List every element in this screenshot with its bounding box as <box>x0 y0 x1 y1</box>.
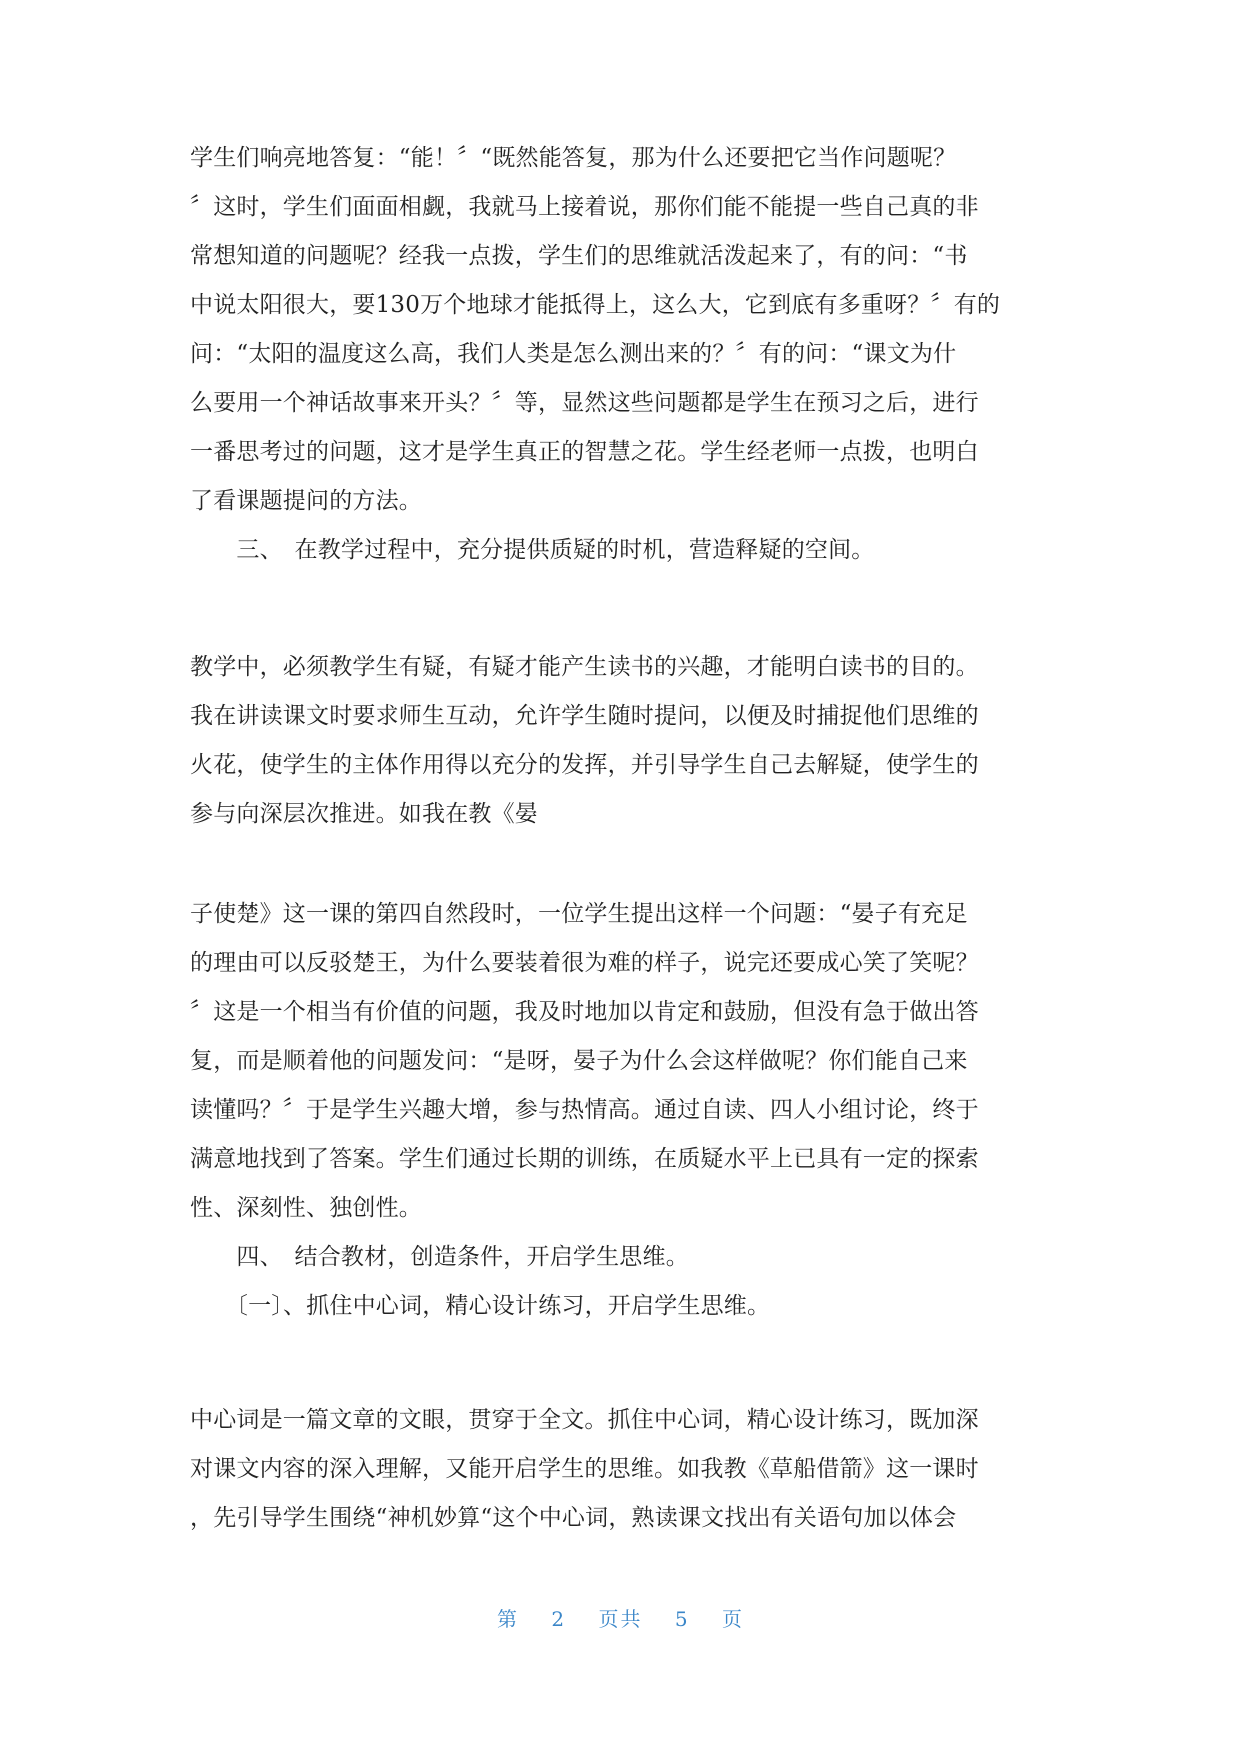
paragraph-3 <box>190 890 1050 1331</box>
text-line: 了看课题提问的方法。 <box>190 488 422 514</box>
text-line: 参与向深层次推进。如我在教《晏 <box>190 801 538 827</box>
text-line: 常想知道的问题呢？经我一点拨，学生们的思维就活泼起来了，有的问：“书 <box>190 243 968 269</box>
text-line: 中心词是一篇文章的文眼，贯穿于全文。抓住中心词，精心设计练习，既加深 <box>190 1407 979 1433</box>
footer-prefix: 第 <box>497 1607 520 1631</box>
text-line: 中说太阳很大，要130万个地球才能抵得上，这么大，它到底有多重呀？〞有的 <box>190 292 1001 318</box>
text-line: ，先引导学生围绕“神机妙算“这个中心词，熟读课文找出有关语句加以体会 <box>190 1505 957 1531</box>
text-line: 读懂吗？〞于是学生兴趣大增，参与热情高。通过自读、四人小组讨论，终于 <box>190 1097 979 1123</box>
text-line: 问：“太阳的温度这么高，我们人类是怎么测出来的？〞有的问：“课文为什 <box>190 341 957 367</box>
paragraph-2 <box>190 643 1050 839</box>
text-line: 〞这时，学生们面面相觑，我就马上接着说，那你们能不能提一些自己真的非 <box>190 194 979 220</box>
text-line: 满意地找到了答案。学生们通过长期的训练，在质疑水平上已具有一定的探索 <box>190 1146 979 1172</box>
text-line: 性、深刻性、独创性。 <box>190 1195 422 1221</box>
text-line: 复，而是顺着他的问题发问：“是呀，晏子为什么会这样做呢？你们能自己来 <box>190 1048 968 1074</box>
section-heading-3: 三、 在教学过程中，充分提供质疑的时机，营造释疑的空间。 <box>190 537 875 563</box>
subsection-heading-1: 〔一〕、抓住中心词，精心设计练习，开启学生思维。 <box>190 1293 771 1319</box>
text-line: 么要用一个神话故事来开头？〞等，显然这些问题都是学生在预习之后，进行 <box>190 390 979 416</box>
text-line: 的理由可以反驳楚王，为什么要装着很为难的样子，说完还要成心笑了笑呢？ <box>190 950 979 976</box>
footer-total-pages: 5 <box>674 1607 690 1631</box>
page-footer <box>0 1603 1241 1632</box>
paragraph-4 <box>190 1396 1050 1543</box>
section-heading-4: 四、 结合教材，创造条件，开启学生思维。 <box>190 1244 689 1270</box>
text-line: 我在讲读课文时要求师生互动，允许学生随时提问，以便及时捕捉他们思维的 <box>190 703 979 729</box>
footer-middle: 页共 <box>598 1607 643 1631</box>
footer-suffix: 页 <box>721 1607 744 1631</box>
text-line: 子使楚》这一课的第四自然段时，一位学生提出这样一个问题：“晏子有充足 <box>190 901 968 927</box>
text-line: 学生们响亮地答复：“能！〞“既然能答复，那为什么还要把它当作问题呢？ <box>190 145 957 171</box>
text-line: 一番思考过的问题，这才是学生真正的智慧之花。学生经老师一点拨，也明白 <box>190 439 979 465</box>
text-line: 教学中，必须教学生有疑，有疑才能产生读书的兴趣，才能明白读书的目的。 <box>190 654 979 680</box>
footer-current-page: 2 <box>551 1607 567 1631</box>
text-line: 火花，使学生的主体作用得以充分的发挥，并引导学生自己去解疑，使学生的 <box>190 752 979 778</box>
paragraph-1 <box>190 134 1050 575</box>
text-line: 〞这是一个相当有价值的问题，我及时地加以肯定和鼓励，但没有急于做出答 <box>190 999 979 1025</box>
text-line: 对课文内容的深入理解，又能开启学生的思维。如我教《草船借箭》这一课时 <box>190 1456 979 1482</box>
